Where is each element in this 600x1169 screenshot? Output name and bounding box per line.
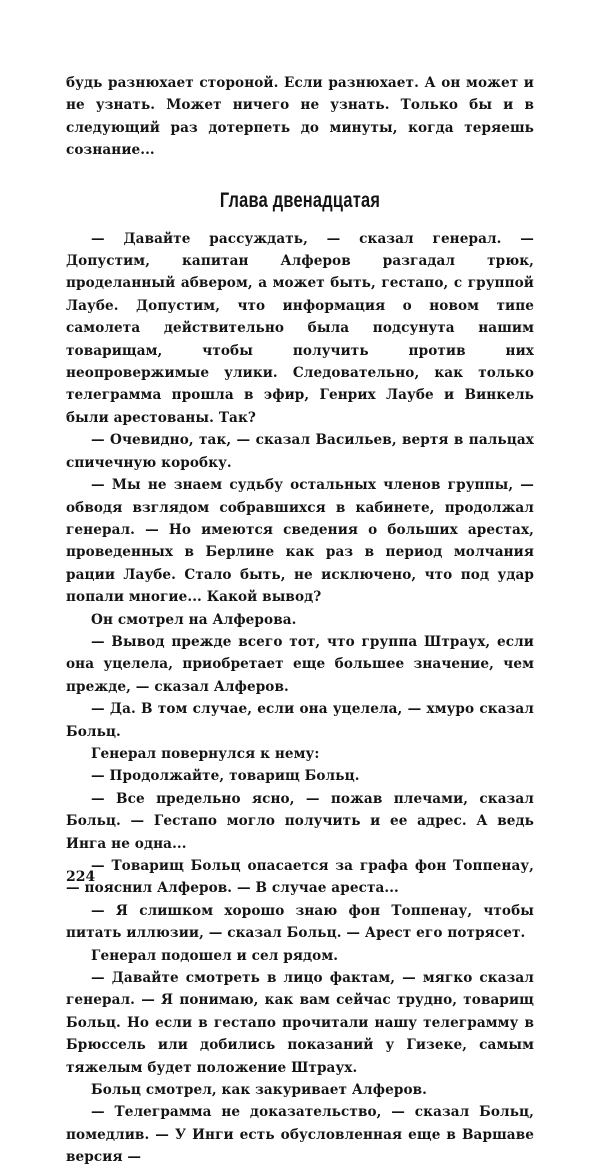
paragraph: — Да. В том случае, если она уцелела, — хмуро сказал Больц. <box>66 701 534 740</box>
paragraph: — Давайте рассуждать, — сказал генерал. — Допустим, капитан Алферов разгадал трюк, проделанный абвером, а может быть, гестапо, с группой Лаубе. Допустим, что информация о новом типе самолета действительно была подсунута нашим товарищам, чтобы получить против них неопровержимые улики. Следовательно, как только телеграмма прошла в эфир, Генрих Лаубе и Винкель были арестованы. Так? <box>66 230 534 426</box>
chapter-title: Глава двенадцатая <box>219 188 381 212</box>
paragraph-continuation: будь разнюхает стороной. Если разнюхает. А он может и не узнать. Может ничего не узнать. Только бы и в следующий раз дотерпеть до минуты, когда теряешь сознание... <box>66 75 534 159</box>
paragraph: — Телеграмма не доказательство, — сказал Больц, помедлив. — У Инги есть обусловленная еще в Варшаве версия — <box>66 1104 534 1166</box>
paragraph: — Давайте смотреть в лицо фактам, — мягко сказал генерал. — Я понимаю, как вам сейчас трудно, товарищ Больц. Но если в гестапо прочитали нашу телеграмму в Брюссель или добились показаний у Гизеке, самым тяжелым будет положение Штраух. <box>66 970 534 1076</box>
paragraph: Генерал подошел и сел рядом. <box>91 947 339 964</box>
page-number: 224 <box>66 869 96 885</box>
paragraph: — Вывод прежде всего тот, что группа Штраух, если она уцелела, приобретает еще большее значение, чем прежде, — сказал Алферов. <box>66 633 534 695</box>
paragraph: Больц смотрел, как закуривает Алферов. <box>91 1082 427 1099</box>
paragraph: Генерал повернулся к нему: <box>91 745 320 762</box>
paragraph: — Я слишком хорошо знаю фон Топпенау, чтобы питать иллюзии, — сказал Больц. — Арест его потрясет. <box>66 902 534 942</box>
paragraph: Он смотрел на Алферова. <box>91 611 297 628</box>
paragraph: — Товарищ Больц опасается за графа фон Топпенау, — пояснил Алферов. — В случае ареста... <box>66 858 534 897</box>
paragraph: — Мы не знаем судьбу остальных членов группы, — обводя взглядом собравшихся в кабинете, продолжал генерал. — Но имеются сведения о больших арестах, проведенных в Берлине как раз в период молчания рации Лаубе. Стало быть, не исключено, что под удар попали многие... Какой вывод? <box>66 477 534 606</box>
paragraph: — Продолжайте, товарищ Больц. <box>91 768 360 785</box>
paragraph: — Очевидно, так, — сказал Васильев, вертя в пальцах спичечную коробку. <box>66 432 534 471</box>
paragraph: — Все предельно ясно, — пожав плечами, сказал Больц. — Гестапо могло получить и ее адрес. А ведь Инга не одна... <box>66 790 534 852</box>
